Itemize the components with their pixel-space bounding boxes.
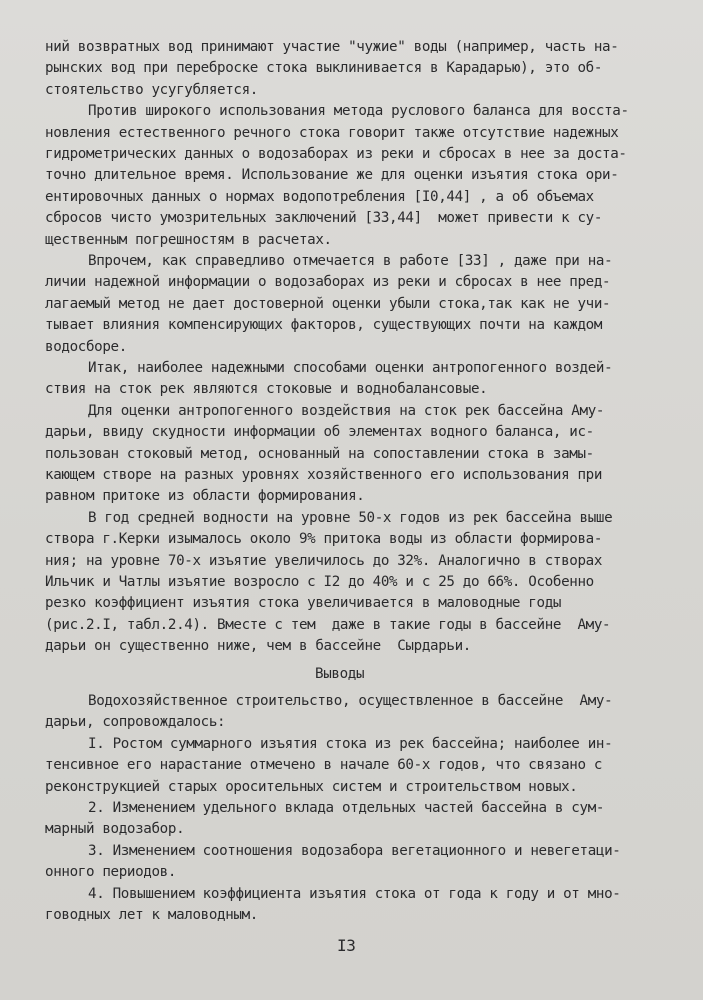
text-line: дарьи, сопровождалось: bbox=[45, 714, 226, 731]
text-line: Против широкого использования метода руслового баланса для восста- bbox=[88, 103, 629, 120]
text-line: Водохозяйственное строительство, осуществленное в бассейне Аму- bbox=[88, 693, 613, 709]
text-line: равном притоке из области формирования. bbox=[45, 488, 365, 505]
text-line: пользован стоковый метод, основанный на сопоставлении стока в замы- bbox=[45, 445, 594, 462]
list-item-line: реконструкцией старых оросительных систем и строительством новых. bbox=[45, 778, 578, 795]
text-line: кающем створе на разных уровнях хозяйственного его использования при bbox=[45, 467, 603, 483]
text-line: личии надежной информации о водозаборах из реки и сбросах в нее пред- bbox=[45, 274, 611, 291]
text-line: Впрочем, как справедливо отмечается в работе [33] , даже при на- bbox=[88, 253, 613, 269]
list-item-line: 3. Изменением соотношения водозабора вегетационного и невегетаци- bbox=[88, 842, 621, 859]
list-item-line: I. Ростом суммарного изъятия стока из рек бассейна; наиболее ин- bbox=[88, 735, 613, 752]
text-line: створа г.Керки изымалось около 9% притока воды из области формирова- bbox=[45, 531, 603, 548]
list-item-line: тенсивное его нарастание отмечено в начале 60-х годов, что связано с bbox=[45, 757, 603, 774]
text-line: В год средней водности на уровне 50-х годов из рек бассейна выше bbox=[88, 509, 613, 526]
page-number: I3 bbox=[337, 936, 356, 956]
text-line: (рис.2.I, табл.2.4). Вместе с тем даже в такие годы в бассейне Аму- bbox=[45, 616, 611, 633]
list-item-line: онного периодов. bbox=[45, 864, 177, 881]
text-line: ний возвратных вод принимают участие "чужие" воды (например, часть на- bbox=[45, 39, 619, 55]
text-line: новления естественного речного стока говорит также отсутствие надежных bbox=[45, 124, 619, 141]
list-item-line: говодных лет к маловодным. bbox=[45, 907, 258, 923]
text-line: водосборе. bbox=[45, 338, 127, 355]
text-line: Для оценки антропогенного воздействия на сток рек бассейна Аму- bbox=[88, 402, 605, 419]
list-item-line: марный водозабор. bbox=[45, 821, 185, 838]
text-line: ствия на сток рек являются стоковые и воднобалансовые. bbox=[45, 381, 488, 398]
text-line: Итак, наиболее надежными способами оценки антропогенного воздей- bbox=[88, 360, 613, 376]
text-line: точно длительное время. Использование же для оценки изъятия стока ори- bbox=[45, 167, 619, 184]
text-line: дарьи он существенно ниже, чем в бассейне Сырдарьи. bbox=[45, 638, 471, 655]
text-line: Ильчик и Чатлы изъятие возросло с I2 до 40% и с 25 до 66%. Особенно bbox=[45, 574, 594, 590]
text-line: сбросов чисто умозрительных заключений [33,44] может привести к су- bbox=[45, 210, 603, 227]
text-line: лагаемый метод не дает достоверной оценки убыли стока,так как не учи- bbox=[45, 295, 611, 312]
text-line: рынских вод при переброске стока выклинивается в Карадарью), это об- bbox=[45, 60, 603, 77]
text-line: резко коэффициент изъятия стока увеличивается в маловодные годы bbox=[45, 595, 562, 612]
text-line: ентировочных данных о нормах водопотребления [I0,44] , а об объемах bbox=[45, 188, 594, 205]
list-item-line: 4. Повышением коэффициента изъятия стока от года к году и от мно- bbox=[88, 885, 621, 902]
text-line: щественным погрешностям в расчетах. bbox=[45, 231, 332, 248]
list-item-line: 2. Изменением удельного вклада отдельных частей бассейна в сум- bbox=[88, 800, 605, 816]
text-line: тывает влияния компенсирующих факторов, существующих почти на каждом bbox=[45, 317, 603, 334]
text-line: гидрометрических данных о водозаборах из реки и сбросах в нее за доста- bbox=[45, 146, 627, 162]
text-line: дарьи, ввиду скудности информации об элементах водного баланса, ис- bbox=[45, 424, 594, 441]
text-line: ния; на уровне 70-х изъятие увеличилось до 32%. Аналогично в створах bbox=[45, 552, 603, 569]
text-line: стоятельство усугубляется. bbox=[45, 81, 258, 98]
section-heading: Выводы bbox=[315, 665, 365, 682]
